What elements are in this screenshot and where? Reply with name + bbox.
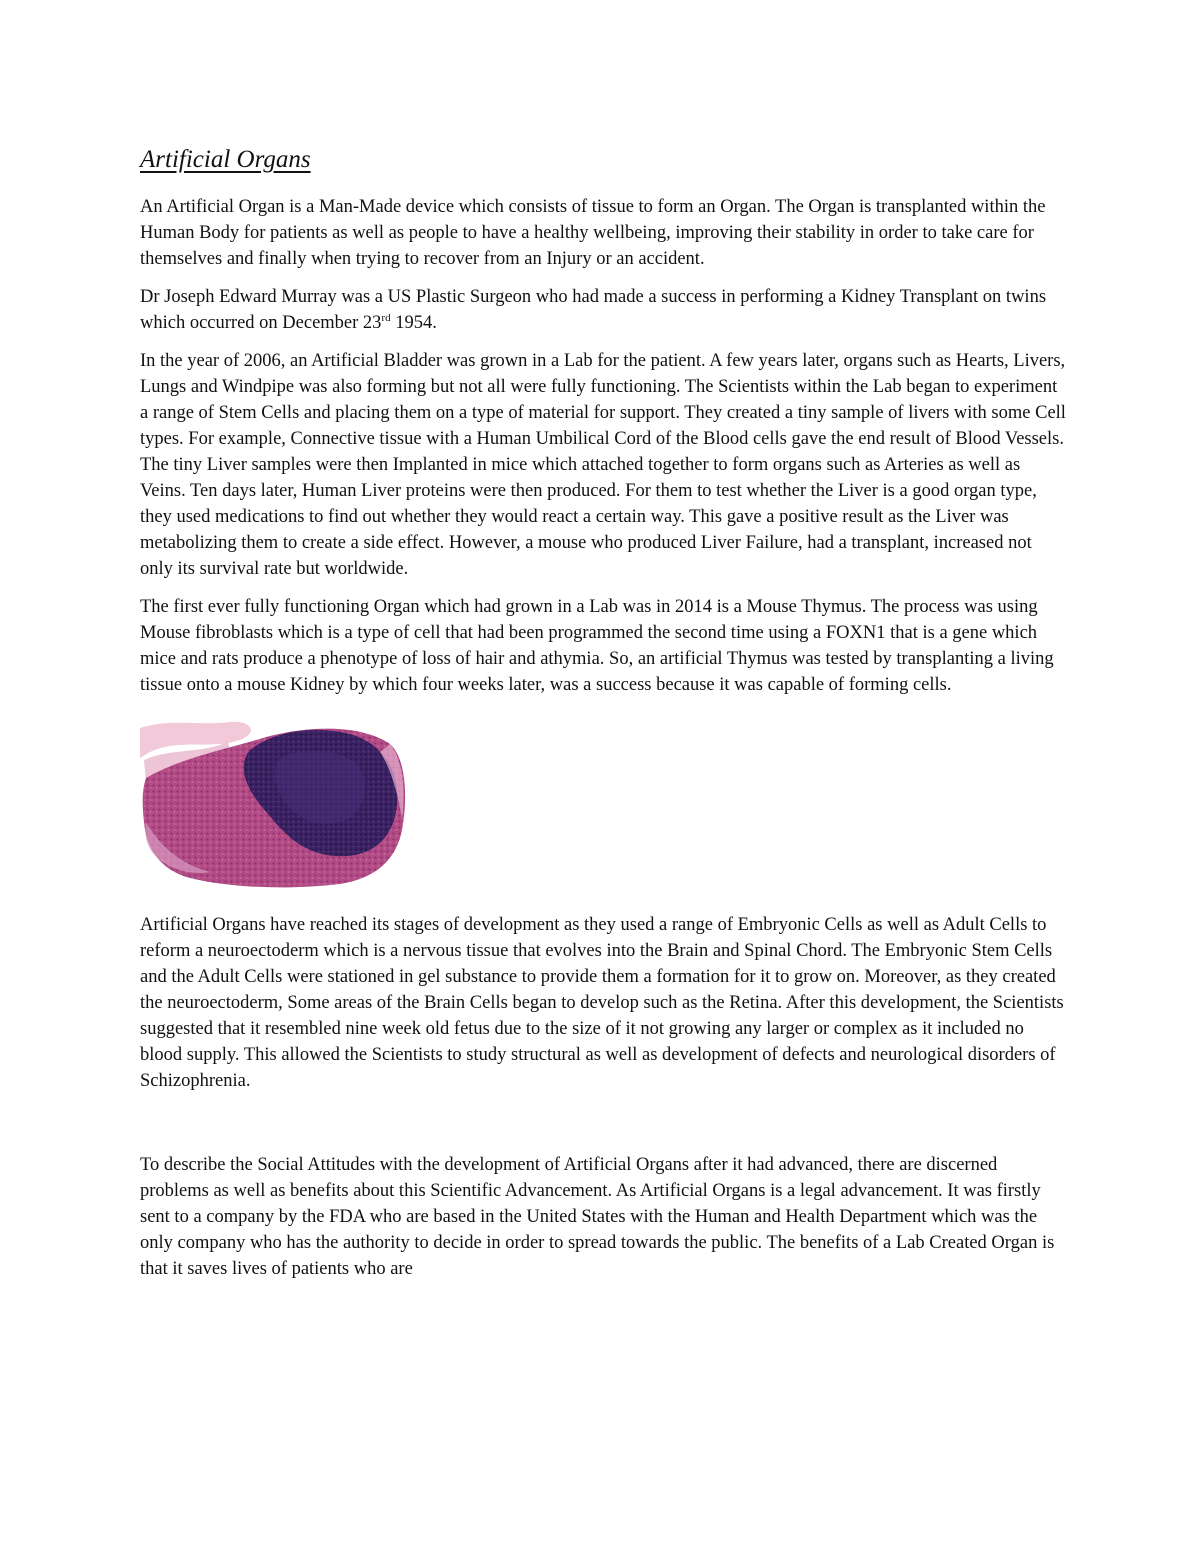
paragraph-bladder-liver: In the year of 2006, an Artificial Bladder was grown in a Lab for the patient. A few years later, organs such as Hearts, Livers, Lungs and Windpipe was also forming but not all were fully functioning. The Scientists within the Lab began to experiment a range of Stem Cells and placing them on a type of material for support. They created a tiny sample of livers with some Cell types. For example, Connective tissue with a Human Umbilical Cord of the Blood cells gave the end result of Blood Vessels. The tiny Liver samples were then Implanted in mice which attached together to form organs such as Arteries as well as Veins. Ten days later, Human Liver proteins were then produced. For them to test whether the Liver is a good organ type, they used medications to find out whether they would react a certain way. This gave a positive result as the Liver was metabolizing them to create a side effect. However, a mouse who produced Liver Failure, had a transplant, increased not only its survival rate but worldwide. [140, 351, 1066, 579]
tissue-micrograph-image [140, 718, 408, 890]
paragraph-neuroectoderm: Artificial Organs have reached its stages of development as they used a range of Embryonic Cells as well as Adult Cells to reform a neuroectoderm which is a nervous tissue that evolves into the Brain and Spinal Chord. The Embryonic Stem Cells and the Adult Cells were stationed in gel substance to provide them a formation for it to grow on. Moreover, as they created the neuroectoderm, Some areas of the Brain Cells began to develop such as the Retina. After this development, the Scientists suggested that it resembled nine week old fetus due to the size of it not growing any larger or complex as it included no blood supply. This allowed the Scientists to study structural as well as development of defects and neurological disorders of Schizophrenia. [140, 915, 1064, 1091]
document-body [140, 140, 1066, 1294]
paragraph-thymus: The first ever fully functioning Organ which had grown in a Lab was in 2014 is a Mouse Thymus. The process was using Mouse fibroblasts which is a type of cell that had been programmed the second time using a FOXN1 that is a gene which mice and rats produce a phenotype of loss of hair and athymia. So, an artificial Thymus was tested by transplanting a living tissue onto a mouse Kidney by which four weeks later, was a success because it was capable of forming cells. [140, 597, 1054, 695]
paragraph-definition: An Artificial Organ is a Man-Made device which consists of tissue to form an Organ. The Organ is transplanted within the Human Body for patients as well as people to have a healthy wellbeing, improving their stability in order to take care for themselves and finally when trying to recover from an Injury or an accident. [140, 197, 1046, 269]
paragraph-spacer [140, 1106, 1066, 1152]
paragraph-social-attitudes: To describe the Social Attitudes with the development of Artificial Organs after it had advanced, there are discerned problems as well as benefits about this Scientific Advancement. As Artificial Organs is a legal advancement. It was firstly sent to a company by the FDA who are based in the United States with the Human and Health Department which was the only company who has the authority to decide in order to spread towards the public. The benefits of a Lab Created Organ is that it saves lives of patients who are [140, 1155, 1055, 1279]
paragraph-murray-text: Dr Joseph Edward Murray was a US Plastic Surgeon who had made a success in performing a Kidney Transplant on twins which occurred on December 23 [140, 287, 1047, 333]
document-title: Artificial Organs [140, 146, 311, 173]
paragraph-murray [140, 284, 1066, 336]
paragraph-murray-year: 1954. [390, 313, 437, 333]
ordinal-suffix: rd [381, 311, 391, 324]
